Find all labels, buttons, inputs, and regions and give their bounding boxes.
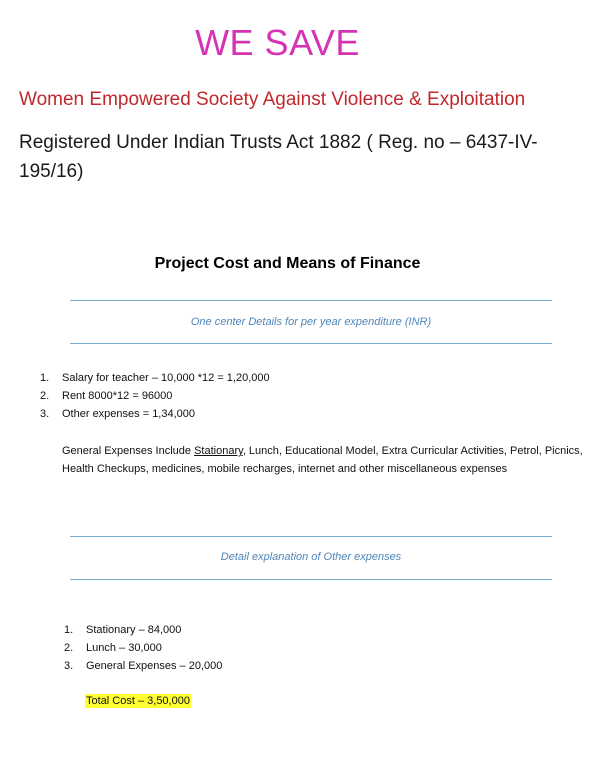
section2-bottom-rule: [70, 579, 552, 580]
annual-expense-list: [40, 369, 270, 423]
list-item-number: 3.: [64, 660, 74, 672]
list-item: [64, 657, 222, 675]
list-item-text: General Expenses – 20,000: [86, 660, 223, 672]
list-item-number: 1.: [40, 372, 50, 384]
list-item: [64, 639, 222, 657]
list-item-number: 2.: [40, 390, 50, 402]
general-expenses-underlined-word: Stationary: [194, 445, 243, 457]
general-expenses-paragraph: [62, 442, 602, 478]
list-item-text: Other expenses = 1,34,000: [62, 408, 196, 420]
list-item-text: Stationary – 84,000: [86, 624, 182, 636]
list-item-text: Lunch – 30,000: [86, 642, 162, 654]
section2-caption: Detail explanation of Other expenses: [220, 551, 402, 563]
list-item: [40, 405, 270, 423]
list-item: [64, 621, 222, 639]
list-item-number: 2.: [64, 642, 74, 654]
registration-line: Registered Under Indian Trusts Act 1882 ( Reg. no – 6437-IV-195/16): [19, 132, 538, 182]
list-item-text: Rent 8000*12 = 96000: [62, 390, 173, 402]
document-title: Project Cost and Means of Finance: [154, 255, 421, 272]
section1-bottom-rule: [70, 343, 552, 344]
list-item-number: 1.: [64, 624, 74, 636]
list-item: [40, 387, 270, 405]
list-item-text: Salary for teacher – 10,000 *12 = 1,20,000: [62, 372, 270, 384]
list-item-number: 3.: [40, 408, 50, 420]
total-cost-highlight: Total Cost – 3,50,000: [86, 695, 190, 707]
other-expenses-list: [64, 621, 222, 675]
org-acronym-title: WE SAVE: [195, 22, 360, 63]
section2-top-rule: [70, 536, 552, 537]
general-expenses-suffix: , Lunch, Educational Model, Extra Curricular Activities, Petrol, Picnics, Health Checkups, medicines, mobile recharges, internet and other miscellaneous expenses: [62, 445, 583, 475]
section1-caption: One center Details for per year expenditure (INR): [190, 316, 432, 328]
org-full-name: Women Empowered Society Against Violence & Exploitation: [19, 89, 526, 110]
section1-top-rule: [70, 300, 552, 301]
list-item: [40, 369, 270, 387]
general-expenses-prefix: General Expenses Include: [62, 445, 195, 457]
